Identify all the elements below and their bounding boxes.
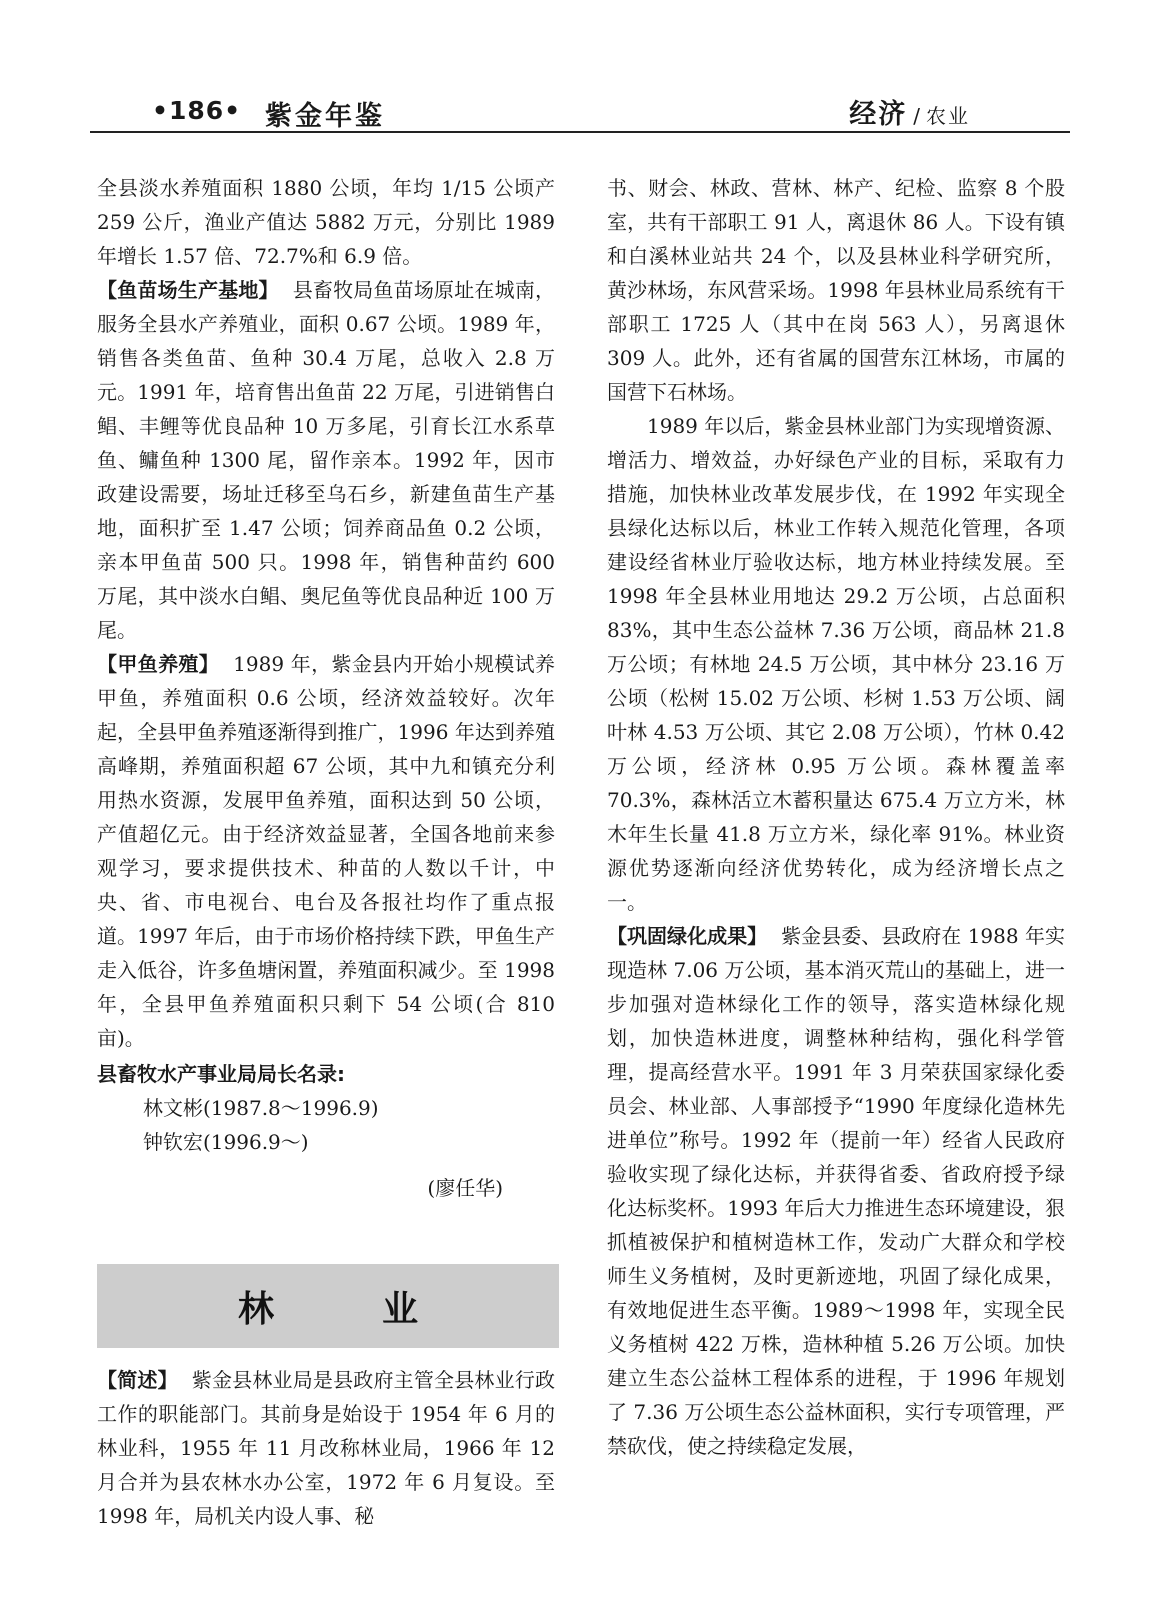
overview-text: 紫金县林业局是县政府主管全县林业行政工作的职能部门。其前身是始设于 1954 年 6 月的林业科，1955 年 11 月改称林业局，1966 年 12 月合并为县农林水办公室，1972 年 6 月复设。至 1998 年，局机关内设人事、秘 bbox=[97, 1368, 556, 1528]
section-path bbox=[849, 92, 970, 131]
page-number: •186• bbox=[152, 96, 242, 125]
section-banner-title: 林业 bbox=[237, 1288, 526, 1330]
header-rule bbox=[90, 131, 1070, 133]
development-paragraph: 1989 年以后，紫金县林业部门为实现增资源、增活力、增效益，办好绿色产业的目标，采取有力措施，加快林业改革发展步伐，在 1992 年实现全县绿化达标以后，林业工作转入规范化管理，各项建设经省林业厅验收达标，地方林业持续发展。至 1998 年全县林业用地达 29.2 万公顷，占总面积 83%，其中生态公益林 7.36 万公顷，商品林 21.8 万公顷；有林地 24.5 万公顷，其中林分 23.16 万公顷（松树 15.02 万公顷、杉树 1.53 万公顷、阔叶林 4.53 万公顷、其它 2.08 万公顷），竹林 0.42 万公顷，经济林 0.95 万公顷。森林覆盖率 70.3%，森林活立木蓄积量达 675.4 万立方米，林木年生长量 41.8 万立方米，绿化率 91%。林业资源优势逐渐向经济优势转化，成为经济增长点之一。 bbox=[607, 414, 1065, 914]
section-separator: / bbox=[913, 104, 920, 128]
left-column bbox=[97, 171, 555, 1205]
intro-paragraph: 全县淡水养殖面积 1880 公顷，年均 1/15 公顷产 259 公斤，渔业产值达 5882 万元，分别比 1989 年增长 1.57 倍、72.7%和 6.9 倍。 bbox=[97, 176, 555, 268]
greening-text: 紫金县委、县政府在 1988 年实现造林 7.06 万公顷，基本消灭荒山的基础上，进一步加强对造林绿化工作的领导，落实造林绿化规划，加快造林进度，调整林种结构，强化科学管理，提高经营水平。1991 年 3 月荣获国家绿化委员会、林业部、人事部授予“1990 年度绿化造林先进单位”称号。1992 年（提前一年）经省人民政府验收实现了绿化达标，并获得省委、省政府授予绿化达标奖杯。1993 年后大力推进生态环境建设，狠抓植被保护和植树造林工作，发动广大群众和学校师生义务植树，及时更新迹地，巩固了绿化成果，有效地促进生态平衡。1989～1998 年，实现全民义务植树 422 万株，造林种植 5.26 万公顷。加快建立生态公益林工程体系的进程，于 1996 年规划了 7.36 万公顷生态公益林面积，实行专项管理，严禁砍伐，使之持续稳定发展， bbox=[607, 924, 1065, 1458]
turtle-heading: 【甲鱼养殖】 bbox=[97, 652, 220, 676]
continued-paragraph: 书、财会、林政、营林、林产、纪检、监察 8 个股室，共有干部职工 91 人，离退休 86 人。下设有镇和白溪林业站共 24 个，以及县林业科学研究所，黄沙林场，东风营采场。1998 年县林业局系统有干部职工 1725 人（其中在岗 563 人），另离退休 309 人。此外，还有省属的国营东江林场，市属的国营下石林场。 bbox=[607, 176, 1065, 404]
section-banner bbox=[97, 1264, 559, 1348]
greening-heading: 【巩固绿化成果】 bbox=[607, 924, 768, 948]
overview-heading: 【简述】 bbox=[97, 1368, 178, 1392]
author-credit: (廖任华) bbox=[427, 1176, 503, 1200]
fish-fry-paragraph bbox=[97, 273, 555, 647]
section-main: 经济 bbox=[849, 99, 908, 130]
fish-fry-heading: 【鱼苗场生产基地】 bbox=[97, 278, 279, 302]
section-sub: 农业 bbox=[926, 104, 970, 128]
fish-fry-text: 县畜牧局鱼苗场原址在城南，服务全县水产养殖业，面积 0.67 公顷。1989 年，销售各类鱼苗、鱼种 30.4 万尾，总收入 2.8 万元。1991 年，培育售出鱼苗 22 万尾，引进销售白鲳、丰鲤等优良品种 10 万多尾，引育长江水系草鱼、鳙鱼种 1300 尾，留作亲本。1992 年，因市政建设需要，场址迁移至乌石乡，新建鱼苗生产基地，面积扩至 1.47 公顷；饲养商品鱼 0.2 公顷，亲本甲鱼苗 500 只。1998 年，销售种苗约 600 万尾，其中淡水白鲳、奥尼鱼等优良品种近 100 万尾。 bbox=[97, 278, 556, 642]
director-item: 林文彬(1987.8～1996.9) bbox=[143, 1096, 379, 1120]
turtle-paragraph bbox=[97, 647, 555, 1055]
directors-title: 县畜牧水产事业局局长名录: bbox=[97, 1062, 345, 1086]
greening-paragraph bbox=[607, 919, 1065, 1463]
left-column-bottom bbox=[97, 1363, 555, 1533]
turtle-text: 1989 年，紫金县内开始小规模试养甲鱼，养殖面积 0.6 公顷，经济效益较好。次年起，全县甲鱼养殖逐渐得到推广，1996 年达到养殖高峰期，养殖面积超 67 公顷，其中九和镇充分利用热水资源，发展甲鱼养殖，面积达到 50 公顷，产值超亿元。由于经济效益显著，全国各地前来参观学习，要求提供技术、种苗的人数以千计，中央、省、市电视台、电台及各报社均作了重点报道。1997 年后，由于市场价格持续下跌，甲鱼生产走入低谷，许多鱼塘闲置，养殖面积减少。至 1998 年，全县甲鱼养殖面积只剩下 54 公顷(合 810 亩)。 bbox=[97, 652, 556, 1050]
director-item: 钟钦宏(1996.9～) bbox=[143, 1130, 309, 1154]
book-title: 紫金年鉴 bbox=[265, 101, 385, 132]
right-column bbox=[607, 171, 1065, 1463]
overview-paragraph bbox=[97, 1363, 555, 1533]
page-header bbox=[90, 96, 1070, 136]
